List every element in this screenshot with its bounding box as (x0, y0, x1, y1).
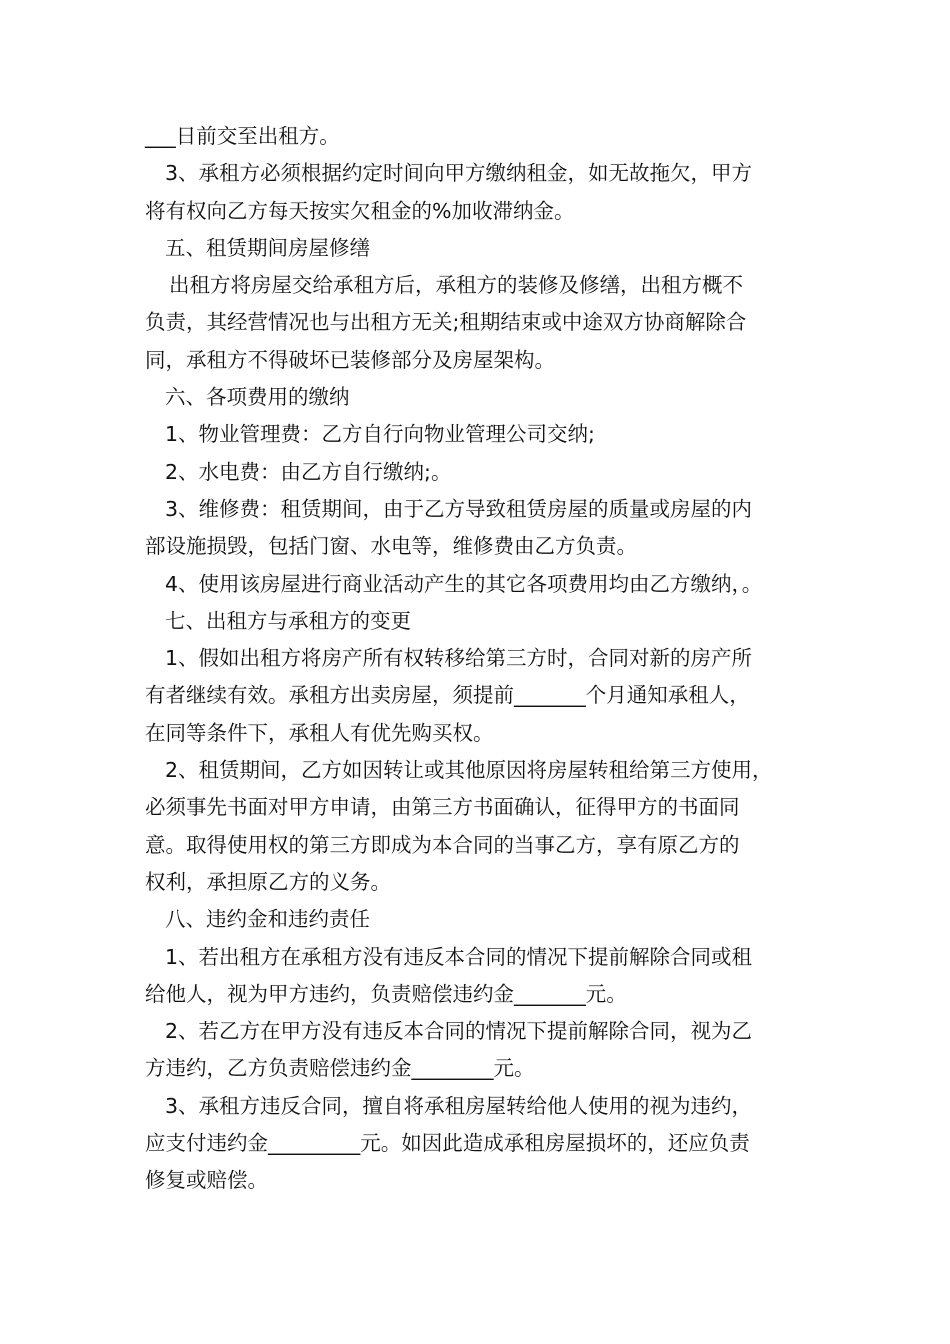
text-line: 同，承租方不得破坏已装修部分及房屋架构。 (145, 347, 555, 372)
text-line: 方违约，乙方负责赔偿违约金________元。 (145, 1056, 535, 1081)
document-body (145, 118, 825, 1200)
text-line: 修复或赔偿。 (145, 1168, 268, 1193)
text-line: 在同等条件下，承租人有优先购买权。 (145, 720, 494, 745)
text-line: 负责，其经营情况也与出租方无关;租期结束或中途双方协商解除合 (145, 310, 747, 335)
text-line: 3、承租方违反合同，擅自将承租房屋转给他人使用的视为违约， (165, 1093, 753, 1118)
text-line: 意。取得使用权的第三方即成为本合同的当事乙方，享有原乙方的 (145, 832, 740, 857)
text-line: 出租方将房屋交给承租方后，承租方的装修及修缮，出租方概不 (169, 273, 743, 298)
text-line: 2、若乙方在甲方没有违反本合同的情况下提前解除合同，视为乙 (165, 1019, 753, 1044)
text-line: 权利，承担原乙方的义务。 (145, 869, 391, 894)
text-line: 1、物业管理费：乙方自行向物业管理公司交纳; (165, 422, 595, 447)
text-line: 将有权向乙方每天按实欠租金的%加收滞纳金。 (145, 198, 575, 223)
text-line: 3、维修费：租赁期间，由于乙方导致租赁房屋的质量或房屋的内 (165, 496, 753, 521)
text-line: 给他人，视为甲方违约，负责赔偿违约金_______元。 (145, 981, 627, 1006)
text-line: 有者继续有效。承租方出卖房屋，须提前_______个月通知承租人， (145, 683, 750, 708)
section-heading: 七、出租方与承租方的变更 (165, 608, 411, 633)
section-heading: 五、租赁期间房屋修缮 (165, 235, 370, 260)
text-line: 2、租赁期间，乙方如因转让或其他原因将房屋转租给第三方使用， (165, 758, 773, 783)
text-line: 4、使用该房屋进行商业活动产生的其它各项费用均由乙方缴纳，。 (165, 571, 763, 596)
text-line: 1、假如出租方将房产所有权转移给第三方时，合同对新的房产所 (165, 646, 753, 671)
text-line: 3、承租方必须根据约定时间向甲方缴纳租金，如无故拖欠，甲方 (165, 161, 753, 186)
text-line: 2、水电费：由乙方自行缴纳;。 (165, 459, 452, 484)
text-line: 1、若出租方在承租方没有违反本合同的情况下提前解除合同或租 (165, 944, 753, 969)
text-line: ___日前交至出租方。 (145, 124, 340, 148)
text-line: 应支付违约金_________元。如因此造成承租房屋损坏的，还应负责 (145, 1131, 750, 1156)
text-line: 必须事先书面对甲方申请，由第三方书面确认，征得甲方的书面同 (145, 795, 740, 820)
section-heading: 六、各项费用的缴纳 (165, 385, 350, 410)
section-heading: 八、违约金和违约责任 (165, 907, 370, 932)
text-line: 部设施损毁，包括门窗、水电等，维修费由乙方负责。 (145, 534, 637, 559)
